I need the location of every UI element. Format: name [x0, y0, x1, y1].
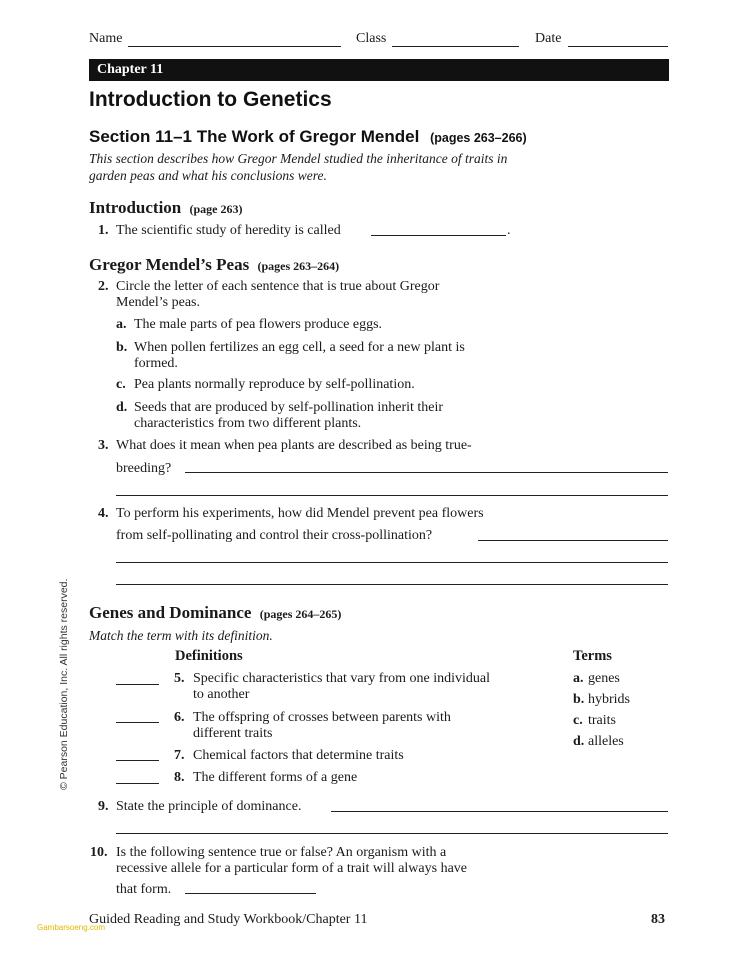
name-blank[interactable] [128, 46, 341, 47]
q2-option-c-letter[interactable]: c. [116, 377, 126, 392]
q2-option-d-line-1: Seeds that are produced by self-pollination inherit their [134, 400, 444, 415]
q2-option-b-line-2: formed. [134, 356, 178, 371]
intro-title: Introduction [89, 198, 182, 217]
q4-answer-line-2[interactable] [116, 562, 668, 563]
terms-label: Terms [573, 648, 612, 664]
q3-line-1: What does it mean when pea plants are described as being true- [116, 438, 472, 453]
q8-number: 8. [174, 770, 185, 785]
footer-text: Guided Reading and Study Workbook/Chapter 11 [89, 912, 368, 927]
term-b-letter: b. [573, 692, 585, 707]
q8-answer-blank[interactable] [116, 783, 159, 784]
q2-line-1: Circle the letter of each sentence that is true about Gregor [116, 279, 440, 294]
q2-number: 2. [98, 279, 109, 294]
q6-line-1: The offspring of crosses between parents with [193, 710, 451, 725]
q5-line-2: to another [193, 687, 250, 702]
q1-text: The scientific study of heredity is called [116, 223, 341, 238]
intro-heading [89, 198, 243, 218]
date-blank[interactable] [568, 46, 668, 47]
q2-option-b-letter[interactable]: b. [116, 340, 128, 355]
section-description-1: This section describes how Gregor Mendel studied the inheritance of traits in [89, 151, 508, 166]
section-pages: (pages 263–266) [430, 131, 527, 145]
q4-number: 4. [98, 506, 109, 521]
q5-line-1: Specific characteristics that vary from one individual [193, 671, 491, 686]
q2-option-c: Pea plants normally reproduce by self-pollination. [134, 377, 415, 392]
peas-pages: (pages 263–264) [257, 259, 340, 273]
term-a: genes [588, 671, 620, 686]
q4-line-1: To perform his experiments, how did Mendel prevent pea flowers [116, 506, 484, 521]
q5-number: 5. [174, 671, 185, 686]
q10-number: 10. [90, 845, 108, 860]
q6-answer-blank[interactable] [116, 722, 159, 723]
q6-line-2: different traits [193, 726, 273, 741]
q10-line-2: recessive allele for a particular form of a trait will always have [116, 861, 468, 876]
genes-instruction: Match the term with its definition. [89, 628, 273, 643]
q2-option-d-line-2: characteristics from two different plants. [134, 416, 362, 431]
q1-period: . [507, 223, 511, 238]
q1-number: 1. [98, 223, 109, 238]
section-description-2: garden peas and what his conclusions were. [89, 168, 327, 183]
term-a-letter: a. [573, 671, 584, 686]
watermark: Gambarsoeng.com [37, 923, 106, 932]
peas-title: Gregor Mendel’s Peas [89, 255, 250, 274]
q9-text: State the principle of dominance. [116, 799, 302, 814]
q4-answer-line-1[interactable] [478, 540, 668, 541]
genes-title: Genes and Dominance [89, 603, 252, 622]
q10-line-1: Is the following sentence true or false? An organism with a [116, 845, 447, 860]
q7-number: 7. [174, 748, 185, 763]
q7-answer-blank[interactable] [116, 760, 159, 761]
q3-answer-line-2[interactable] [116, 495, 668, 496]
copyright-notice: © Pearson Education, Inc. All rights reserved. [58, 578, 70, 790]
peas-heading [89, 255, 339, 275]
q9-answer-line-1[interactable] [331, 811, 668, 812]
q2-option-a: The male parts of pea flowers produce eggs. [134, 317, 383, 332]
q2-option-b-line-1: When pollen fertilizes an egg cell, a seed for a new plant is [134, 340, 465, 355]
q9-number: 9. [98, 799, 109, 814]
q6-number: 6. [174, 710, 185, 725]
q8-text: The different forms of a gene [193, 770, 358, 785]
term-b: hybrids [588, 692, 630, 707]
date-label: Date [535, 31, 562, 46]
genes-pages: (pages 264–265) [259, 607, 342, 621]
q4-answer-line-3[interactable] [116, 584, 668, 585]
q3-number: 3. [98, 438, 109, 453]
definitions-label: Definitions [175, 648, 243, 664]
term-d-letter: d. [573, 734, 585, 749]
section-heading [89, 127, 527, 147]
page-title: Introduction to Genetics [89, 88, 332, 111]
q1-answer-blank[interactable] [371, 235, 506, 236]
class-blank[interactable] [392, 46, 519, 47]
intro-pages: (page 263) [189, 202, 243, 216]
q9-answer-line-2[interactable] [116, 833, 668, 834]
q7-text: Chemical factors that determine traits [193, 748, 404, 763]
term-c: traits [588, 713, 616, 728]
section-title: Section 11–1 The Work of Gregor Mendel [89, 127, 420, 146]
q10-answer-blank[interactable] [185, 893, 316, 894]
q3-answer-line-1[interactable] [185, 472, 668, 473]
term-c-letter: c. [573, 713, 583, 728]
chapter-bar [89, 59, 669, 81]
name-label: Name [89, 31, 123, 46]
genes-heading [89, 603, 341, 623]
q2-option-d-letter[interactable]: d. [116, 400, 128, 415]
class-label: Class [356, 31, 387, 46]
q10-line-3: that form. [116, 882, 172, 897]
q2-option-a-letter[interactable]: a. [116, 317, 127, 332]
chapter-label: Chapter 11 [97, 62, 164, 77]
page-number: 83 [651, 912, 665, 927]
q5-answer-blank[interactable] [116, 684, 159, 685]
term-d: alleles [588, 734, 624, 749]
q4-line-2: from self-pollinating and control their cross-pollination? [116, 528, 433, 543]
q3-line-2: breeding? [116, 461, 172, 476]
q2-line-2: Mendel’s peas. [116, 295, 200, 310]
